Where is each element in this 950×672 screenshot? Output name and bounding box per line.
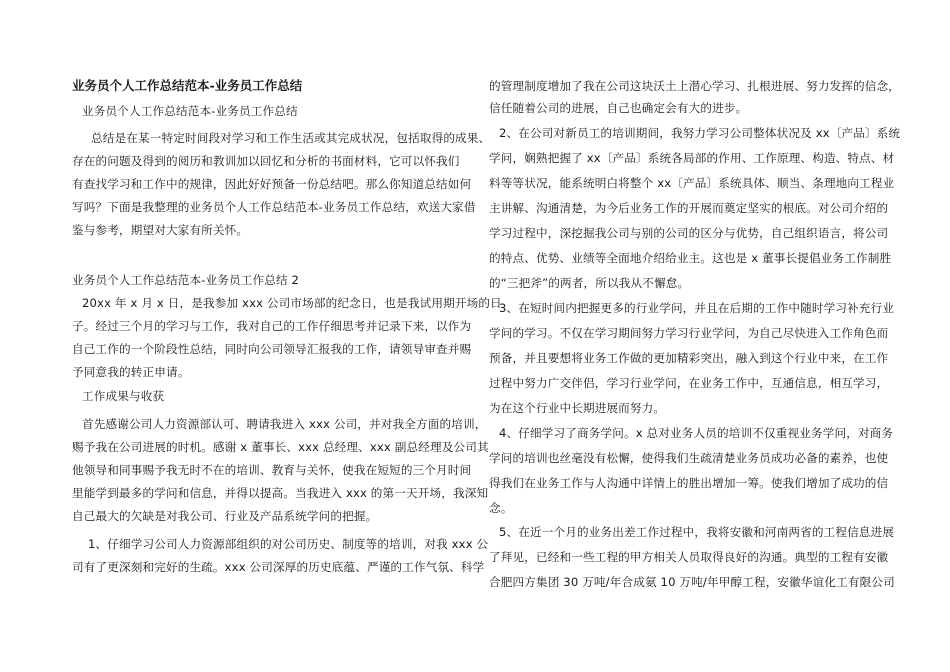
right-column-line: 学问，娴熟把握了 xx〔产品〕系统各局部的作用、工作原理、构造、特点、材 [489, 151, 895, 165]
left-column-line: 司有了更深刻和完好的生疏。xxx 公司深厚的历史底蕴、严谨的工作气氛、科学 [72, 560, 485, 574]
left-column-line: 予同意我的转正申请。 [72, 365, 190, 379]
right-column-line: 的特点、优势、业绩等全面地介绍给业主。这也是 x 董事长提倡业务工作制胜 [489, 251, 892, 265]
left-column-line: 存在的问题及得到的阅历和教训加以回忆和分析的书面材料，它可以怀我们 [72, 154, 460, 168]
document-title: 业务员个人工作总结范本-业务员工作总结 [72, 78, 303, 93]
left-column-line: 子。经过三个月的学习与工作，我对自己的工作仔细思考并记录下来，以作为 [72, 319, 472, 333]
right-column-line: 了拜见，已经和一些工程的甲方相关人员取得良好的沟通。典型的工程有安徽 [489, 550, 889, 564]
right-column-line: 的管理制度增加了我在公司这块沃土上潜心学习、扎根进展、努力发挥的信念， [489, 79, 901, 93]
left-column-line: 1、仔细学习公司人力资源部组织的对公司历史、制度等的培训，对我 xxx 公 [88, 537, 489, 551]
right-column-line: 3、在短时间内把握更多的行业学问，并且在后期的工作中随时学习补充行业 [499, 301, 895, 315]
right-column-line: 学问的学习。不仅在学习期间努力学习行业学问，为自己尽快进入工作角色而 [489, 326, 889, 340]
left-column-line: 首先感谢公司人力资源部认可、聘请我进入 xxx 公司，并对我全方面的培训， [82, 417, 487, 431]
left-column-line: 写吗？下面是我整理的业务员个人工作总结范本-业务员工作总结，欢送大家借 [72, 200, 476, 214]
left-column-line: 自己最大的欠缺是对我公司、行业及产品系统学问的把握。 [72, 509, 378, 523]
left-column-line: 业务员个人工作总结范本-业务员工作总结 [82, 104, 298, 118]
right-column-line: 学习过程中，深挖掘我公司与别的公司的区分与优势，自己组织语言，将公司 [489, 226, 889, 240]
left-column-line: 工作成果与收获 [82, 389, 165, 403]
right-column-line: 得我们在业务工作与人沟通中详情上的胜出增加一筹。使我们增加了成功的信 [489, 476, 889, 490]
left-column-line: 20xx 年 x 月 x 日，是我参加 xxx 公司市场部的纪念日，也是我试用期开场的日 [82, 296, 502, 310]
left-column-line: 鉴与参考，期望对大家有所关怀。 [72, 223, 249, 237]
left-column-line: 赐予我在公司进展的时机。感谢 x 董事长、xxx 总经理、xxx 副总经理及公司其 [72, 440, 489, 454]
left-column-line: 业务员个人工作总结范本-业务员工作总结 2 [72, 273, 300, 287]
right-column-line: 合肥四方集团 30 万吨/年合成氨 10 万吨/年甲醇工程，安徽华谊化工有限公司 [489, 575, 895, 589]
right-column-line: 为在这个行业中长期进展而努力。 [489, 401, 666, 415]
right-column-line: 念。 [489, 501, 513, 515]
left-column-line: 总结是在某一特定时间段对学习和工作生活或其完成状况，包括取得的成果、 [91, 131, 491, 145]
right-column-line: 4、仔细学习了商务学问。x 总对业务人员的培训不仅重视业务学问，对商务 [499, 426, 894, 440]
right-column-line: 2、在公司对新员工的培训期间，我努力学习公司整体状况及 xx〔产品〕系统 [499, 126, 901, 140]
left-column-line: 他领导和同事赐予我无时不在的培训、教育与关怀，使我在短短的三个月时间 [72, 463, 472, 477]
right-column-line: 学问的培训也丝毫没有松懈，使得我们生疏清楚业务员成功必备的素养，也使 [489, 451, 889, 465]
left-column-line: 有查找学习和工作中的规律，因此好好预备一份总结吧。那么你知道总结如何 [72, 177, 472, 191]
right-column-line: 信任随着公司的进展，自己也确定会有大的进步。 [489, 101, 748, 115]
right-column-line: 5、在近一个月的业务出差工作过程中，我将安徽和河南两省的工程信息进展 [499, 525, 895, 539]
left-column-line: 里能学到最多的学问和信息，并得以提高。当我进入 xxx 的第一天开场，我深知 [72, 486, 489, 500]
right-column-line: 过程中努力广交伴侣，学习行业学问，在业务工作中，互通信息，相互学习， [489, 376, 889, 390]
right-column-line: 预备，并且要想将业务工作做的更加精彩突出，融入到这个行业中来，在工作 [489, 351, 889, 365]
left-column-line: 自己工作的一个阶段性总结，同时向公司领导汇报我的工作，请领导审查并赐 [72, 342, 472, 356]
right-column-line: 料等等状况，能系统明白将整个 xx〔产品〕系统具体、顺当、条理地向工程业 [489, 176, 895, 190]
right-column-line: 主讲解、沟通清楚，为今后业务工作的开展而奠定坚实的根底。对公司介绍的 [489, 201, 889, 215]
right-column-line: 的“三把斧”的两者，所以我从不懈怠。 [489, 276, 690, 290]
